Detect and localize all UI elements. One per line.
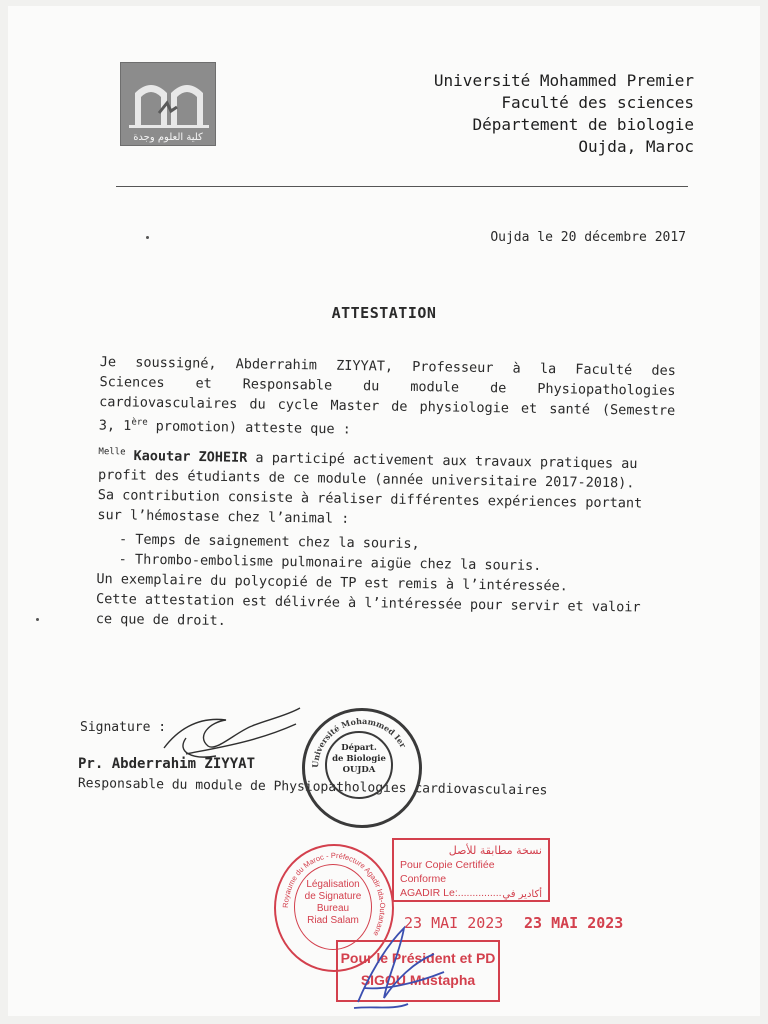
body-text: a participé activement aux travaux pratiques au (247, 449, 638, 472)
stamp-text: Pour le Président et PD (340, 950, 496, 966)
bullet-item: - Temps de saignement chez la souris, (118, 531, 420, 553)
stamp-text: OUJDA (342, 765, 376, 775)
stamp-text: Pour Copie Certifiée Conforme (400, 859, 495, 885)
body-line: sur l’hémostase chez l’animal : (97, 506, 350, 527)
university-name: Université Mohammed Premier (433, 71, 694, 90)
president-stamp (336, 940, 500, 1002)
legalisation-stamp-ring-text: Royaume du Maroc - Préfecture Agadir Ida-Outanane (280, 850, 388, 938)
signatory-role: Responsable du module de Physiopathologies cardiovasculaires (77, 776, 548, 799)
stamp-text: Légalisation (306, 879, 360, 890)
stamp-center (325, 731, 393, 799)
signatory-name: Pr. Abderrahim ZIYYAT (78, 756, 256, 772)
attestation-body (96, 352, 676, 638)
stamp-text: Départ. (341, 743, 377, 753)
stamp-arabic-sub: أكادير في (502, 889, 542, 900)
superscript: Melle (98, 446, 126, 457)
department-stamp (302, 708, 422, 828)
body-line: ce que de droit. (95, 610, 226, 630)
department-stamp-ring-text: Université Mohammed Ier (309, 715, 409, 769)
city-country: Oujda, Maroc (578, 137, 694, 156)
body-line: cardiovasculaires du cycle Master de physiologie et santé (Semestre (99, 393, 676, 420)
stamp-text: SIGOU Mustapha (360, 972, 476, 988)
stamp-text: AGADIR Le:............... (400, 887, 502, 899)
body-text: 3, 1 (98, 417, 132, 435)
certified-copy-stamp (392, 838, 550, 902)
date-stamp: 23 MAI 2023 (404, 914, 504, 932)
document-title: ATTESTATION (331, 304, 437, 322)
body-line: profit des étudiants de ce module (année universitaire 2017-2018). (97, 466, 635, 492)
faculty-name: Faculté des sciences (501, 93, 694, 112)
stamp-text: de Biologie (332, 754, 386, 764)
document-date: Oujda le 20 décembre 2017 (490, 230, 686, 245)
date-stamp: 23 MAI 2023 (524, 914, 624, 932)
stamp-arabic-title: نسخة مطابقة للأصل (448, 844, 542, 857)
stamp-text: Riad Salam (307, 915, 359, 926)
faculty-logo (120, 62, 216, 146)
stamp-text: de Signature (304, 891, 362, 902)
student-name: Kaoutar ZOHEIR (125, 447, 248, 466)
header-divider (116, 186, 688, 187)
superscript: ère (131, 417, 148, 428)
body-line: Un exemplaire du polycopié de TP est remis à l’intéressée. (96, 570, 568, 595)
stamp-center (294, 864, 372, 950)
body-line: Sciences et Responsable du module de Physiopathologies (99, 373, 676, 400)
signature-label: Signature : (80, 720, 167, 735)
speck (36, 618, 39, 621)
document-page (8, 6, 760, 1016)
department-name: Département de biologie (472, 115, 694, 134)
body-line: Je soussigné, Abderrahim ZIYYAT, Professeur à la Faculté des (99, 353, 676, 380)
institution-header (434, 70, 694, 158)
bullet-item: - Thrombo-embolisme pulmonaire aigüe chez la souris. (118, 551, 542, 574)
body-line: Sa contribution consiste à réaliser différentes expériences portant (97, 486, 643, 512)
body-line: Cette attestation est délivrée à l’intéressée pour servir et valoir (95, 590, 641, 616)
body-text: promotion) atteste que : (147, 418, 351, 438)
logo-caption: كلية العلوم وجدة (133, 132, 203, 143)
speck (146, 236, 149, 239)
stamp-text: Bureau (316, 903, 350, 914)
